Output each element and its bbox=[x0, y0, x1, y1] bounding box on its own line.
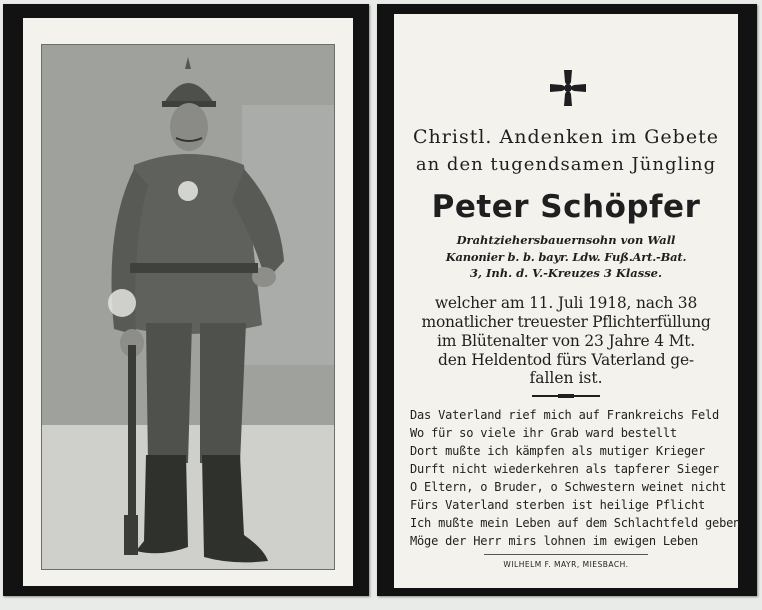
printer-credit: WILHELM F. MAYR, MIESBACH. bbox=[503, 560, 629, 569]
memorial-card bbox=[377, 4, 757, 596]
body-line-1: welcher am 11. Juli 1918, nach 38 bbox=[434, 294, 698, 312]
poem-line: Dort mußte ich kämpfen als mutiger Krieger bbox=[410, 444, 706, 458]
iron-cross-icon bbox=[548, 68, 588, 108]
heading-line-1: Christl. Andenken im Gebete bbox=[413, 126, 719, 148]
poem-line: Möge der Herr mirs lohnen im ewigen Leben bbox=[410, 534, 699, 548]
subtitle-line-1: Drahtziehersbauernsohn von Wall bbox=[456, 233, 676, 247]
heading-line-2: an den tugendsamen Jüngling bbox=[415, 154, 717, 175]
poem-line: Ich mußte mein Leben auf dem Schlachtfeld geben bbox=[410, 516, 741, 530]
poem-line: Das Vaterland rief mich auf Frankreichs Feld bbox=[410, 408, 720, 422]
memorial-card-paper bbox=[394, 14, 741, 588]
body-line-3: im Blütenalter von 23 Jahre 4 Mt. bbox=[436, 332, 696, 350]
poem-line: Wo für so viele ihr Grab ward bestellt bbox=[410, 426, 677, 440]
footer-rule bbox=[484, 554, 648, 555]
soldier-portrait-photo bbox=[41, 44, 335, 570]
photo-card-paper bbox=[23, 18, 353, 586]
body-line-5: fallen ist. bbox=[529, 369, 603, 387]
poem-line: Fürs Vaterland sterben ist heilige Pflicht bbox=[410, 498, 706, 512]
poem-line: Durft nicht wiederkehren als tapferer Sieger bbox=[410, 462, 720, 476]
photo-card bbox=[3, 4, 369, 596]
body-line-4: den Heldentod fürs Vaterland ge- bbox=[438, 351, 694, 369]
soldier-figure bbox=[42, 45, 334, 569]
deceased-name: Peter Schöpfer bbox=[431, 189, 701, 225]
subtitle-line-2: Kanonier b. b. bayr. Ldw. Fuß.Art.-Bat. bbox=[445, 250, 687, 264]
ornamental-divider bbox=[532, 395, 600, 397]
poem-line: O Eltern, o Bruder, o Schwestern weinet nicht bbox=[410, 480, 727, 494]
body-line-2: monatlicher treuester Pflichterfüllung bbox=[421, 313, 711, 331]
subtitle-line-3: 3, Inh. d. V.-Kreuzes 3 Klasse. bbox=[469, 266, 662, 280]
